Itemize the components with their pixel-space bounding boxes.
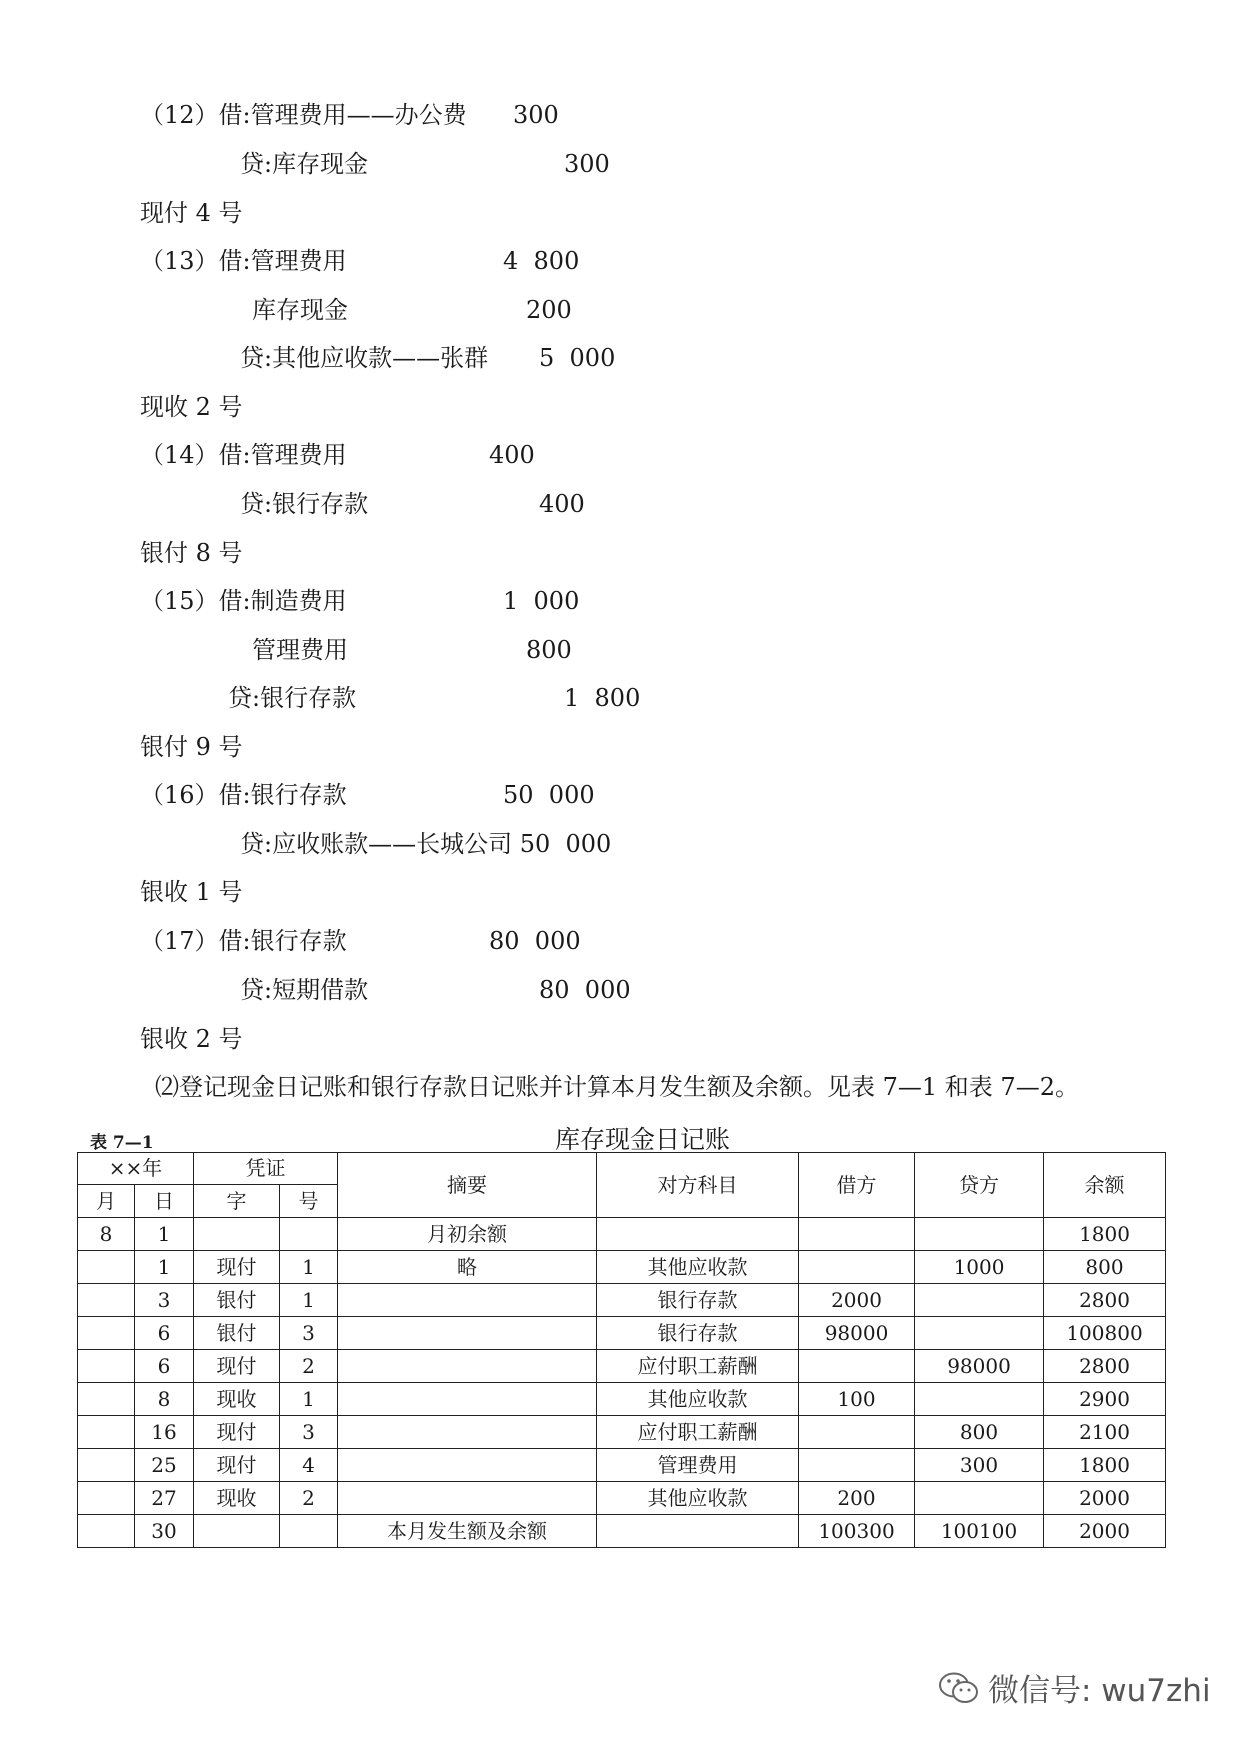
watermark-text: 微信号: wu7zhi bbox=[988, 1673, 1211, 1709]
entry-17-debit: （17）借:银行存款 bbox=[140, 927, 347, 955]
cell-credit: 100100 bbox=[915, 1515, 1044, 1548]
cell-account: 管理费用 bbox=[597, 1449, 799, 1482]
cell-account: 银行存款 bbox=[597, 1317, 799, 1350]
cell-account: 应付职工薪酬 bbox=[597, 1350, 799, 1383]
cell-account: 其他应收款 bbox=[597, 1251, 799, 1284]
cell-credit: 800 bbox=[915, 1416, 1044, 1449]
instruction-text: ⑵登记现金日记账和银行存款日记账并计算本月发生额及余额。见表 7—1 和表 7—2。 bbox=[155, 1073, 1079, 1101]
header-balance: 余额 bbox=[1044, 1153, 1166, 1218]
cell-debit bbox=[799, 1350, 915, 1383]
entry-15-voucher: 银付 9 号 bbox=[140, 733, 243, 761]
table-row bbox=[78, 1449, 1166, 1482]
cell-credit: 300 bbox=[915, 1449, 1044, 1482]
cash-journal-table bbox=[77, 1152, 1166, 1548]
cell-balance: 1800 bbox=[1044, 1449, 1166, 1482]
header-type: 字 bbox=[194, 1185, 280, 1218]
header-account: 对方科目 bbox=[597, 1153, 799, 1218]
cell-voucher-number: 2 bbox=[280, 1350, 338, 1383]
entry-17-credit-amount: 80 000 bbox=[539, 976, 631, 1004]
cell-voucher-number: 3 bbox=[280, 1416, 338, 1449]
cell-debit bbox=[799, 1416, 915, 1449]
table-row bbox=[78, 1251, 1166, 1284]
cell-voucher-type: 银付 bbox=[194, 1284, 280, 1317]
cell-voucher-type bbox=[194, 1515, 280, 1548]
cell-account: 其他应收款 bbox=[597, 1383, 799, 1416]
cell-debit bbox=[799, 1218, 915, 1251]
entry-13-debit: （13）借:管理费用 bbox=[140, 247, 347, 275]
cell-credit bbox=[915, 1218, 1044, 1251]
cell-account: 应付职工薪酬 bbox=[597, 1416, 799, 1449]
wechat-icon bbox=[938, 1671, 980, 1705]
cell-balance: 1800 bbox=[1044, 1218, 1166, 1251]
table-label: 表 7—1 bbox=[90, 1133, 154, 1153]
entry-12-debit-amount: 300 bbox=[513, 101, 559, 129]
cell-day: 27 bbox=[135, 1482, 194, 1515]
cell-voucher-number: 3 bbox=[280, 1317, 338, 1350]
entry-15-debit: （15）借:制造费用 bbox=[140, 587, 347, 615]
header-summary: 摘要 bbox=[338, 1153, 597, 1218]
entry-14-debit-amount: 400 bbox=[489, 441, 535, 469]
cell-account bbox=[597, 1515, 799, 1548]
cell-balance: 2000 bbox=[1044, 1482, 1166, 1515]
table-row bbox=[78, 1350, 1166, 1383]
cell-summary bbox=[338, 1350, 597, 1383]
cell-month bbox=[78, 1515, 135, 1548]
cell-balance: 800 bbox=[1044, 1251, 1166, 1284]
cell-voucher-number: 1 bbox=[280, 1251, 338, 1284]
cell-day: 8 bbox=[135, 1383, 194, 1416]
cell-balance: 2100 bbox=[1044, 1416, 1166, 1449]
cell-day: 16 bbox=[135, 1416, 194, 1449]
entry-12-debit: （12）借:管理费用——办公费 bbox=[140, 101, 467, 129]
cell-month bbox=[78, 1251, 135, 1284]
cell-month bbox=[78, 1416, 135, 1449]
watermark bbox=[938, 1665, 1211, 1710]
cell-debit: 200 bbox=[799, 1482, 915, 1515]
cell-voucher-type: 银付 bbox=[194, 1317, 280, 1350]
cell-summary bbox=[338, 1449, 597, 1482]
cell-debit: 2000 bbox=[799, 1284, 915, 1317]
cell-summary bbox=[338, 1482, 597, 1515]
table-row bbox=[78, 1218, 1166, 1251]
cell-day: 25 bbox=[135, 1449, 194, 1482]
cell-voucher-number bbox=[280, 1218, 338, 1251]
cell-month bbox=[78, 1449, 135, 1482]
cell-voucher-type: 现付 bbox=[194, 1449, 280, 1482]
cell-voucher-type bbox=[194, 1218, 280, 1251]
entry-13-voucher: 现收 2 号 bbox=[140, 393, 243, 421]
entry-17-voucher: 银收 2 号 bbox=[140, 1025, 243, 1053]
cell-credit: 98000 bbox=[915, 1350, 1044, 1383]
entry-14-debit: （14）借:管理费用 bbox=[140, 441, 347, 469]
entry-15-debit2-amount: 800 bbox=[526, 636, 572, 664]
cell-voucher-type: 现收 bbox=[194, 1383, 280, 1416]
cell-balance: 100800 bbox=[1044, 1317, 1166, 1350]
entry-13-debit2-amount: 200 bbox=[526, 296, 572, 324]
entry-15-debit-amount: 1 000 bbox=[503, 587, 580, 615]
cell-summary: 略 bbox=[338, 1251, 597, 1284]
entry-13-debit-amount: 4 800 bbox=[503, 247, 580, 275]
cell-month: 8 bbox=[78, 1218, 135, 1251]
cell-day: 1 bbox=[135, 1218, 194, 1251]
entry-15-credit-amount: 1 800 bbox=[564, 684, 641, 712]
cell-account: 银行存款 bbox=[597, 1284, 799, 1317]
cell-day: 6 bbox=[135, 1317, 194, 1350]
cell-debit: 100300 bbox=[799, 1515, 915, 1548]
cell-summary bbox=[338, 1317, 597, 1350]
table-row bbox=[78, 1284, 1166, 1317]
cell-voucher-type: 现付 bbox=[194, 1350, 280, 1383]
cell-voucher-number: 4 bbox=[280, 1449, 338, 1482]
cell-summary bbox=[338, 1416, 597, 1449]
entry-12-credit: 贷:库存现金 bbox=[240, 150, 369, 178]
entry-16-voucher: 银收 1 号 bbox=[140, 878, 243, 906]
header-credit: 贷方 bbox=[915, 1153, 1044, 1218]
cell-summary: 本月发生额及余额 bbox=[338, 1515, 597, 1548]
cell-summary bbox=[338, 1383, 597, 1416]
cell-voucher-number: 1 bbox=[280, 1284, 338, 1317]
table-row bbox=[78, 1416, 1166, 1449]
cell-voucher-type: 现付 bbox=[194, 1251, 280, 1284]
entry-14-credit-amount: 400 bbox=[539, 490, 585, 518]
cell-account bbox=[597, 1218, 799, 1251]
cell-debit bbox=[799, 1251, 915, 1284]
table-row bbox=[78, 1317, 1166, 1350]
entry-14-credit: 贷:银行存款 bbox=[240, 490, 369, 518]
header-voucher: 凭证 bbox=[194, 1153, 338, 1185]
cell-month bbox=[78, 1284, 135, 1317]
entry-13-debit2: 库存现金 bbox=[252, 296, 348, 324]
cell-credit bbox=[915, 1317, 1044, 1350]
entry-15-credit: 贷:银行存款 bbox=[228, 684, 357, 712]
cell-month bbox=[78, 1383, 135, 1416]
cell-credit bbox=[915, 1284, 1044, 1317]
entry-12-credit-amount: 300 bbox=[564, 150, 610, 178]
header-day: 日 bbox=[135, 1185, 194, 1218]
cell-debit: 100 bbox=[799, 1383, 915, 1416]
cell-month bbox=[78, 1482, 135, 1515]
table-row bbox=[78, 1482, 1166, 1515]
cell-voucher-number: 2 bbox=[280, 1482, 338, 1515]
cell-day: 3 bbox=[135, 1284, 194, 1317]
entry-13-credit-amount: 5 000 bbox=[539, 344, 616, 372]
cell-balance: 2800 bbox=[1044, 1284, 1166, 1317]
cell-month bbox=[78, 1350, 135, 1383]
cell-month bbox=[78, 1317, 135, 1350]
table-row bbox=[78, 1383, 1166, 1416]
cell-voucher-type: 现收 bbox=[194, 1482, 280, 1515]
cell-day: 1 bbox=[135, 1251, 194, 1284]
entry-14-voucher: 银付 8 号 bbox=[140, 539, 243, 567]
cell-voucher-type: 现付 bbox=[194, 1416, 280, 1449]
entry-17-debit-amount: 80 000 bbox=[489, 927, 581, 955]
entry-12-voucher: 现付 4 号 bbox=[140, 199, 243, 227]
cell-voucher-number: 1 bbox=[280, 1383, 338, 1416]
cell-summary: 月初余额 bbox=[338, 1218, 597, 1251]
entry-16-credit: 贷:应收账款——长城公司 50 000 bbox=[240, 830, 612, 858]
header-year: ××年 bbox=[78, 1153, 194, 1185]
cell-account: 其他应收款 bbox=[597, 1482, 799, 1515]
cell-credit: 1000 bbox=[915, 1251, 1044, 1284]
header-number: 号 bbox=[280, 1185, 338, 1218]
entry-16-debit-amount: 50 000 bbox=[503, 781, 595, 809]
cell-balance: 2900 bbox=[1044, 1383, 1166, 1416]
cell-day: 30 bbox=[135, 1515, 194, 1548]
entry-17-credit: 贷:短期借款 bbox=[240, 976, 369, 1004]
table-title: 库存现金日记账 bbox=[555, 1125, 731, 1154]
cell-summary bbox=[338, 1284, 597, 1317]
entry-15-debit2: 管理费用 bbox=[252, 636, 348, 664]
cell-day: 6 bbox=[135, 1350, 194, 1383]
header-debit: 借方 bbox=[799, 1153, 915, 1218]
cell-debit bbox=[799, 1449, 915, 1482]
cell-balance: 2000 bbox=[1044, 1515, 1166, 1548]
cell-credit bbox=[915, 1383, 1044, 1416]
cell-voucher-number bbox=[280, 1515, 338, 1548]
table-row bbox=[78, 1515, 1166, 1548]
entry-16-debit: （16）借:银行存款 bbox=[140, 781, 347, 809]
cell-debit: 98000 bbox=[799, 1317, 915, 1350]
cell-balance: 2800 bbox=[1044, 1350, 1166, 1383]
entry-13-credit: 贷:其他应收款——张群 bbox=[240, 344, 489, 372]
header-month: 月 bbox=[78, 1185, 135, 1218]
cell-credit bbox=[915, 1482, 1044, 1515]
